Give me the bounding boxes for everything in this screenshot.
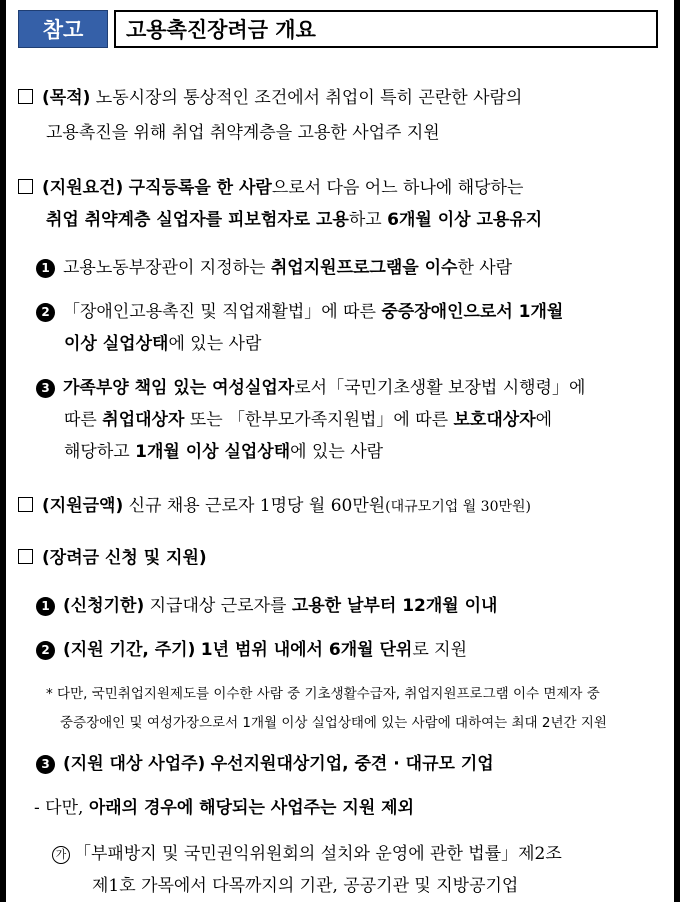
item-bold: 1개월 이상 실업상태 [135,442,291,462]
item-bold: 고용한 날부터 12개월 이내 [291,596,498,616]
purpose-line-2: 고용촉진을 위해 취업 취약계층을 고용한 사업주 지원 [46,123,440,143]
requirement-item-2-line-2 [64,332,261,356]
number-circle-icon: 3 [36,379,55,398]
item-label: (신청기한) [63,596,145,616]
item-text: 로서「국민기초생활 보장법 시행령」에 [294,378,586,398]
requirement-bold-1: 구직등록을 한 사람 [128,178,272,198]
page-title: 고용촉진장려금 개요 [114,10,658,48]
item-text: 해당하고 [64,442,130,462]
item-bold: 취업지원프로그램을 이수 [270,258,458,278]
purpose-text-1: 노동시장의 통상적인 조건에서 취업이 특히 곤란한 사람의 [95,88,523,108]
requirement-item-2 [36,300,563,324]
purpose-label: (목적) [42,88,91,108]
purpose-line-1 [18,86,522,110]
amount-note: (대규모기업 월 30만원) [385,499,532,515]
requirement-label: (지원요건) [42,178,124,198]
footnote-line-1: * 다만, 국민취업지원제도를 이수한 사람 중 기초생활수급자, 취업지원프로그램 이수 면제자 중 [46,686,600,702]
number-circle-icon: 1 [36,259,55,278]
document-page [6,0,674,902]
requirement-item-3-line-3 [64,440,383,464]
amount-line [18,494,531,519]
requirement-text-1: 으로서 다음 어느 하나에 해당하는 [271,178,524,198]
sub-item-text: 「부패방지 및 국민권익위원회의 설치와 운영에 관한 법률」제2조 [74,844,562,864]
item-label: (지원 대상 사업주) [63,754,206,774]
number-circle-icon: 2 [36,303,55,322]
item-label: (지원 기간, 주기) [63,640,196,660]
exclusion-bold: 아래의 경우에 해당되는 사업주는 지원 제외 [88,798,415,818]
footnote-line-2: 중증장애인 및 여성가장으로서 1개월 이상 실업상태에 있는 사람에 대하여는 최대 2년간 지원 [60,715,607,731]
requirement-item-3 [36,376,585,400]
item-text: 에 있는 사람 [168,334,262,354]
item-bold: 1년 범위 내에서 6개월 단위 [200,640,413,660]
item-text: 한 사람 [457,258,513,278]
item-bold: 가족부양 책임 있는 여성실업자 [63,378,295,398]
sub-item-ga-line-2: 제1호 가목에서 다목까지의 기관, 공공기관 및 지방공기업 [92,876,519,896]
requirement-line-2 [46,208,542,232]
requirement-item-1 [36,256,512,280]
checkbox-square-icon [18,89,33,104]
application-heading [18,546,207,570]
application-item-3 [36,752,494,776]
application-item-2 [36,638,467,662]
sub-item-ga-line-1 [52,842,562,866]
number-circle-icon: 1 [36,597,55,616]
requirement-bold-3: 6개월 이상 고용유지 [387,210,543,230]
exclusion-text: - 다만, [34,798,84,818]
item-text: 로 지원 [412,640,468,660]
item-bold: 우선지원대상기업, 중견 · 대규모 기업 [210,754,494,774]
item-bold: 중증장애인으로서 1개월 [381,302,564,322]
item-bold: 취업대상자 [102,410,185,430]
number-circle-icon: 2 [36,641,55,660]
header-box [18,10,658,48]
checkbox-square-icon [18,497,33,512]
exclusion-line [34,796,414,820]
requirement-line-1 [18,176,523,200]
item-text: 따른 [64,410,97,430]
requirement-bold-2: 취업 취약계층 실업자를 피보험자로 고용 [46,210,349,230]
checkbox-square-icon [18,549,33,564]
application-label: (장려금 신청 및 지원) [42,548,207,568]
item-bold: 이상 실업상태 [64,334,169,354]
reference-badge: 참고 [18,10,108,48]
item-bold: 보호대상자 [453,410,536,430]
item-text: 지급대상 근로자를 [149,596,287,616]
application-item-1 [36,594,497,618]
item-text: 에 있는 사람 [290,442,384,462]
amount-label: (지원금액) [42,496,124,516]
checkbox-square-icon [18,179,33,194]
requirement-text-2: 하고 [348,210,382,230]
item-text: 에 [535,410,553,430]
circled-ga-icon: 가 [52,846,70,864]
requirement-item-3-line-2 [64,408,552,432]
item-text: 고용노동부장관이 지정하는 [63,258,266,278]
number-circle-icon: 3 [36,755,55,774]
amount-text: 신규 채용 근로자 1명당 월 60만원 [128,496,386,516]
item-text: 「장애인고용촉진 및 직업재활법」에 따른 [63,302,376,322]
item-text: 또는 「한부모가족지원법」에 따른 [189,410,449,430]
